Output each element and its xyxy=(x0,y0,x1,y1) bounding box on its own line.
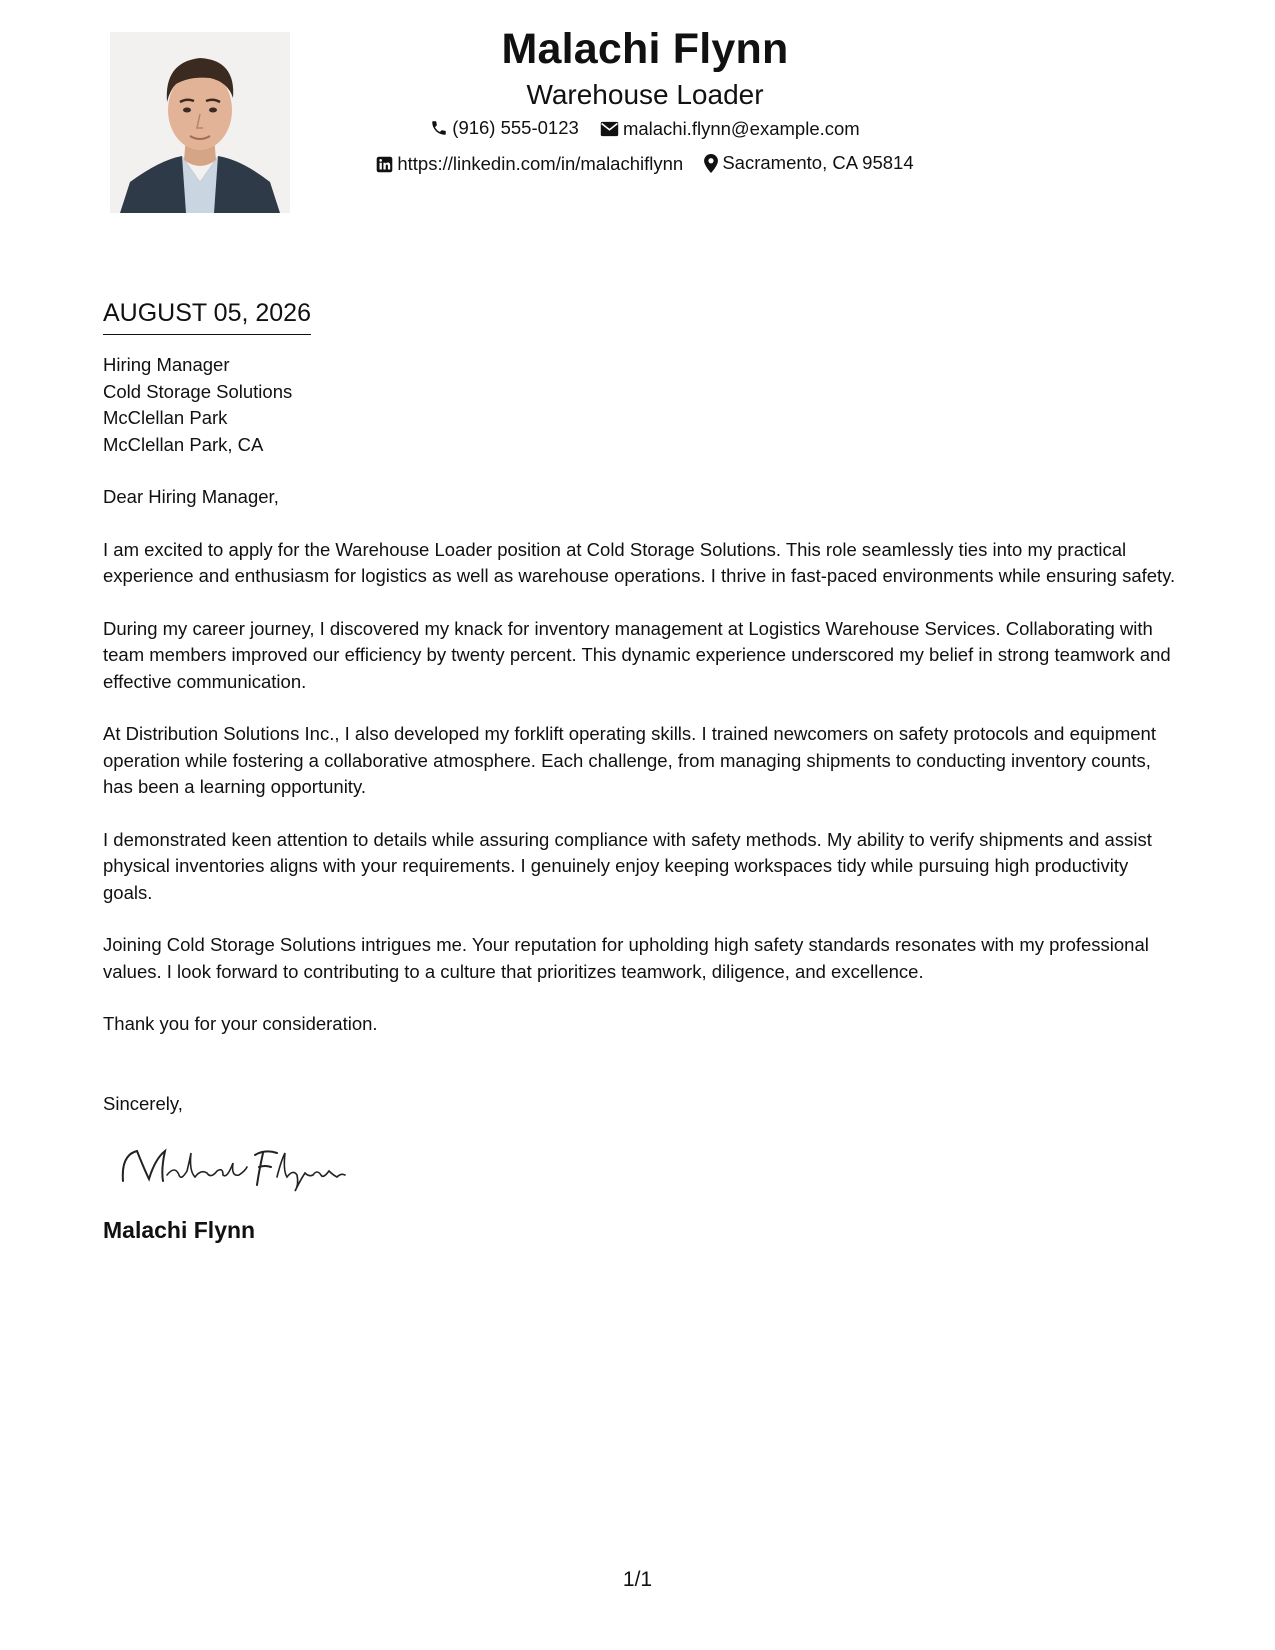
paragraph: Thank you for your consideration. xyxy=(103,1013,378,1034)
paragraph: I demonstrated keen attention to details while assuring compliance with safety methods. My ability to verify shipments and assist physical inventories aligns with your requirements. I genuinely enjoy keeping workspaces tidy while pursuing high productivity goals. xyxy=(103,828,1152,903)
signed-name: Malachi Flynn xyxy=(103,1217,256,1243)
profile-photo-image xyxy=(110,32,290,213)
linkedin-url[interactable]: https://linkedin.com/in/malachiflynn xyxy=(397,153,684,174)
recipient-city: McClellan Park, CA xyxy=(103,433,264,455)
email-contact xyxy=(600,113,860,145)
applicant-name: Malachi Flynn xyxy=(501,25,789,73)
paragraph: During my career journey, I discovered my knack for inventory management at Logistics Warehouse Services. Collaborating with team members improved our efficiency by twenty percent. This dynamic experience underscored my belief in strong teamwork and effective communication. xyxy=(103,617,1171,692)
email-address[interactable]: malachi.flynn@example.com xyxy=(622,118,860,139)
page-number: 1/1 xyxy=(622,1568,653,1591)
paragraph: I am excited to apply for the Warehouse Loader position at Cold Storage Solutions. This role seamlessly ties into my practical experience and enthusiasm for logistics as well as warehouse operations. I thrive in fast-paced environments while ensuring safety. xyxy=(103,538,1176,586)
profile-photo xyxy=(110,32,290,213)
envelope-icon xyxy=(600,121,619,137)
phone-icon xyxy=(430,119,448,137)
letter-date: AUGUST 05, 2026 xyxy=(103,296,311,335)
linkedin-contact xyxy=(376,148,683,180)
phone-contact xyxy=(430,112,579,144)
contact-line-1 xyxy=(330,112,960,147)
recipient-address: McClellan Park xyxy=(103,407,228,428)
salutation: Dear Hiring Manager, xyxy=(103,486,279,507)
closing: Sincerely, xyxy=(103,1092,183,1114)
contact-line-2 xyxy=(330,147,960,183)
paragraph: At Distribution Solutions Inc., I also developed my forklift operating skills. I trained newcomers on safety protocols and equipment operation while fostering a collaborative atmosphere. Each challenge, from managing shipments to conducting inventory counts, has been a learning opportunity. xyxy=(103,723,1156,797)
paragraph: Joining Cold Storage Solutions intrigues me. Your reputation for upholding high safety standards resonates with my professional values. I look forward to contributing to a culture that prioritizes teamwork, diligence, and excellence. xyxy=(103,934,1149,982)
location-text: Sacramento, CA 95814 xyxy=(722,152,914,173)
letter-body xyxy=(103,296,1178,1245)
location-contact xyxy=(704,147,913,179)
signature-drawing xyxy=(115,1141,355,1193)
recipient-company: Cold Storage Solutions xyxy=(103,380,293,402)
job-title: Warehouse Loader xyxy=(526,79,764,110)
header xyxy=(330,20,960,183)
recipient-title: Hiring Manager xyxy=(103,354,230,375)
linkedin-icon xyxy=(376,156,393,173)
recipient-block xyxy=(103,352,1178,458)
handwritten-signature xyxy=(115,1141,355,1193)
map-marker-icon xyxy=(704,154,718,173)
phone-number: (916) 555-0123 xyxy=(452,117,579,138)
